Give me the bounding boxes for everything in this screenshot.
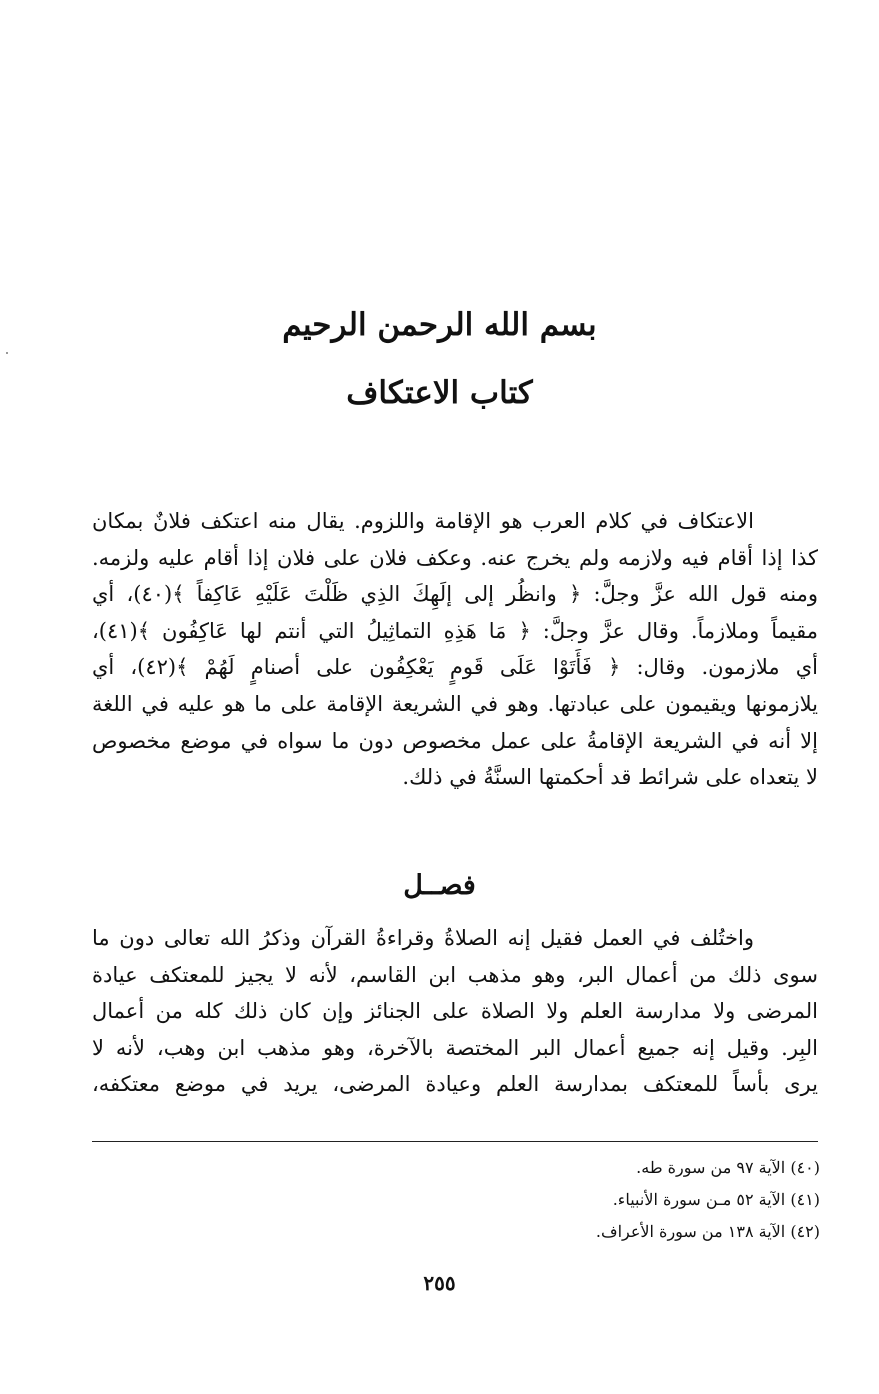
margin-speck xyxy=(6,352,8,354)
footnotes xyxy=(300,1152,820,1248)
text-line: واختُلف في العمل فقيل إنه الصلاةُ وقراءةُ القرآن وذكرُ الله تعالى دون ما xyxy=(92,926,754,950)
text-line: سوى ذلك من أعمال البر، وهو مذهب ابن القاسم، لأنه لا يجيز للمعتكف عيادة xyxy=(92,962,818,987)
basmala-heading: بسم الله الرحمن الرحيم xyxy=(282,307,597,343)
text-line: مقيماً وملازماً. وقال عزَّ وجلَّ: ﴿ مَا هَذِهِ التماثِيلُ التي أنتم لها عَاكِفُون ﴾(٤١)، xyxy=(92,618,818,643)
text-line: يلازمونها ويقيمون على عبادتها. وهو في الشريعة الإقامة على ما هو عليه في اللغة xyxy=(92,691,818,716)
footnote-divider xyxy=(92,1141,818,1142)
footnote-41: (٤١) الآية ٥٢ مـن سورة الأنبياء. xyxy=(612,1190,820,1209)
page-number: ٢٥٥ xyxy=(423,1271,456,1295)
text-line: يرى بأساً للمعتكف بمدارسة العلم وعيادة المرضى، يريد في موضع معتكفه، xyxy=(92,1072,818,1097)
paragraph-section xyxy=(92,920,818,1103)
chapter-title: كتاب الاعتكاف xyxy=(346,375,533,411)
text-line: لا يتعداه على شرائط قد أحكمتها السنَّةُ في ذلك. xyxy=(402,765,818,790)
paragraph-definition xyxy=(92,503,818,796)
text-line: إلا أنه في الشريعة الإقامةُ على عمل مخصوص دون ما سواه في موضع مخصوص xyxy=(92,728,818,753)
text-line: المرضى ولا مدارسة العلم ولا الصلاة على الجنائز وإن كان ذلك كله من أعمال xyxy=(92,999,818,1024)
footnote-42: (٤٢) الآية ١٣٨ من سورة الأعراف. xyxy=(595,1222,820,1241)
text-line: أي ملازمون. وقال: ﴿ فَأَتَوْا عَلَى قَومٍ يَعْكِفُون على أصنامٍ لَهُمْ ﴾(٤٢)، أي xyxy=(92,655,818,680)
footnote-40: (٤٠) الآية ٩٧ من سورة طه. xyxy=(636,1158,820,1177)
text-line: ومنه قول الله عزَّ وجلَّ: ﴿ وانظُر إلى إلَهِكَ الذِي ظَلْتَ عَلَيْهِ عَاكِفاً ﴾(٤٠)، أي xyxy=(92,582,818,607)
section-heading: فصــل xyxy=(403,870,476,901)
text-line: كذا إذا أقام فيه ولازمه ولم يخرج عنه. وعكف فلان على فلان إذا أقام عليه ولزمه. xyxy=(92,545,818,570)
text-line: البِر. وقيل إنه جميع أعمال البر المختصة بالآخرة، وهو مذهب ابن وهب، لأنه لا xyxy=(92,1035,818,1060)
text-line: الاعتكاف في كلام العرب هو الإقامة واللزوم. يقال منه اعتكف فلانٌ بمكان xyxy=(92,509,754,533)
